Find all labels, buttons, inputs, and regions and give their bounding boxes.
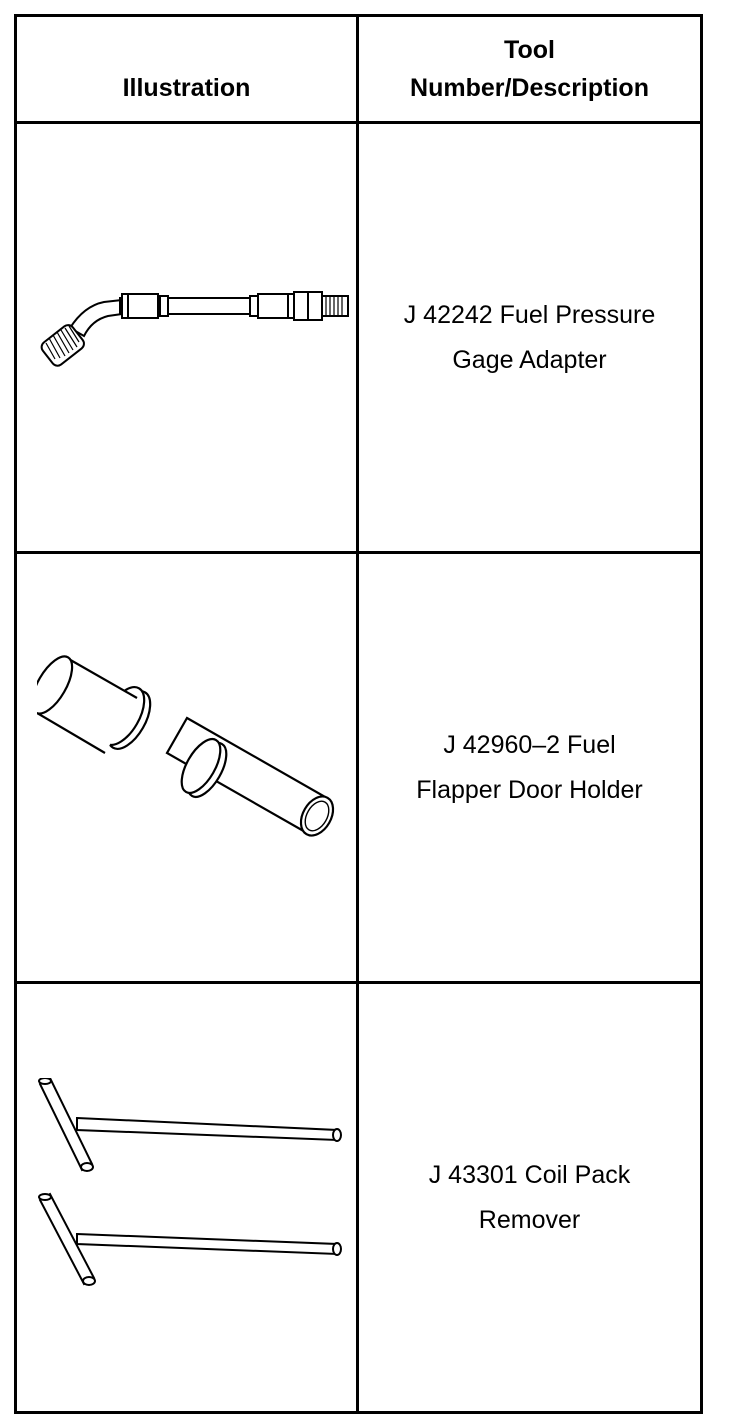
description-header-line1: Tool [504,36,555,64]
tool-description-cell [358,123,702,553]
description-header [358,16,702,123]
tool-description-line: Remover [478,1205,581,1234]
table-row [16,553,702,983]
fuel-pressure-gage-adapter-icon [22,258,352,378]
tool-description-line: Gage Adapter [452,345,607,374]
description-header-line2: Number/Description [410,74,649,102]
special-tools-table [14,14,703,1414]
tool-description-cell [358,553,702,983]
illustration-cell [16,983,358,1413]
tool-description-cell [358,983,702,1413]
tool-number-line: J 43301 Coil Pack [428,1160,631,1189]
fuel-flapper-door-holder-icon [37,648,337,868]
coil-pack-remover-icon [32,1078,342,1298]
tool-number-line: J 42960–2 Fuel [443,730,616,759]
tool-description-line: Flapper Door Holder [416,775,643,804]
tool-number-line: J 42242 Fuel Pressure [403,300,656,329]
table-row [16,123,702,553]
illustration-header-label: Illustration [122,74,251,102]
illustration-cell [16,553,358,983]
illustration-cell [16,123,358,553]
table-row [16,983,702,1413]
illustration-header [16,16,358,123]
table-header-row [16,16,702,123]
